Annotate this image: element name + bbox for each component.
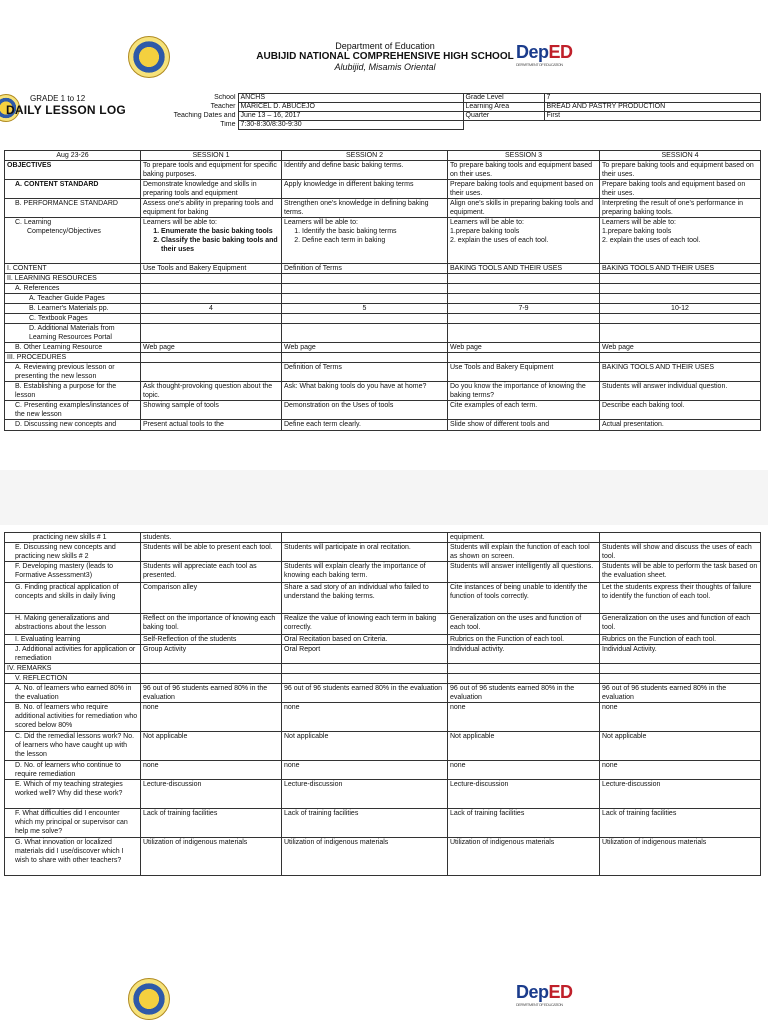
table-row: E. Which of my teaching strategies worked well? Why did these work? Lecture-discussion Lecture-discussion Lecture-discussion Lecture-discussion (5, 780, 761, 809)
daily-lesson-log-title: DAILY LESSON LOG (6, 103, 126, 117)
table-row: D. No. of learners who continue to require remediation none none none none (5, 761, 761, 780)
table-row: B. Other Learning Resource Web page Web page Web page Web page (5, 343, 761, 353)
table-row: A. No. of learners who earned 80% in the evaluation 96 out of 96 students earned 80% in the evaluation 96 out of 96 students earned 80% in the evaluation 96 out of 96 students earned 80% in the evaluation 96 out of 96 students earned 80% in the evaluation (5, 684, 761, 703)
department-name: Department of Education (335, 41, 435, 51)
dates-value: June 13 – 16, 2017 (238, 112, 463, 121)
table-row: OBJECTIVES To prepare tools and equipment for specific baking purposes. Identify and define basic baking terms. To prepare baking tools and equipment based on their uses. To prepare baking tools and equipment based on their uses. (5, 161, 761, 180)
table-row: J. Additional activities for application or remediation Group Activity Oral Report Individual activity. Individual Activity. (5, 645, 761, 664)
time-value: 7:30-8:30/8:30-9:30 (238, 121, 463, 130)
table-row: A. Reviewing previous lesson or presenting the new lesson Definition of Terms Use Tools and Bakery Equipment BAKING TOOLS AND THEIR USES (5, 363, 761, 382)
table-row: I. Evaluating learning Self-Reflection of the students Oral Recitation based on Criteria. Rubrics on the Function of each tool. Rubrics on the Function of each tool. (5, 635, 761, 645)
deped-logo: DepED DEPARTMENT OF EDUCATION (516, 982, 573, 1007)
table-row: B. Establishing a purpose for the lesson Ask thought-provoking question about the topic. Ask: What baking tools do you have at home? Do you know the importance of knowing the baking terms? Students will answer individual question. (5, 382, 761, 401)
session-header-row: Aug 23-26 SESSION 1 SESSION 2 SESSION 3 SESSION 4 (5, 151, 761, 161)
table-row: D. Discussing new concepts and Present actual tools to the Define each term clearly. Slide show of different tools and Actual presentation. (5, 420, 761, 431)
table-row: C. Learning Competency/Objectives Learners will be able to: 1. Enumerate the basic baking tools 2. Classify the basic baking tools and their uses Learners will be able to: 1. Identify the basic baking terms 2. Define each term in baking Learners will be able to: 1.prepare baking tools 2. explain the uses of each tool. Learners will be able to: 1.prepare baking tools 2. explain the uses of each tool. (5, 218, 761, 264)
info-table: School ANCHS Grade Level 7 Teacher MARICEL D. ABUCEJO Learning Area BREAD AND PASTRY PRODUCTION Teaching Dates and June 13 – 16, 2017 Quarter First Time 7:30-8:30/8:30-9:30 (140, 93, 761, 130)
table-row: II. LEARNING RESOURCES (5, 274, 761, 284)
table-row: F. What difficulties did I encounter which my principal or supervisor can help me solve? Lack of training facilities Lack of training facilities Lack of training facilities Lack of training facilities (5, 809, 761, 838)
table-row: F. Developing mastery (leads to Formative Assessment3) Students will appreciate each tool as presented. Students will explain clearly the importance of knowing each baking term. Students will answer intelligently all questions. Students will be able to perform the task based on the evaluation sheet. (5, 562, 761, 583)
page-gap (0, 470, 768, 525)
table-row: E. Discussing new concepts and practicing new skills # 2 Students will be able to present each tool. Students will participate in oral recitation. Students will explain the function of each tool as shown on screen. Students will show and discuss the uses of each tool. (5, 543, 761, 562)
table-row: C. Did the remedial lessons work? No. of learners who have caught up with the lesson Not applicable Not applicable Not applicable Not applicable (5, 732, 761, 761)
table-row: B. Learner's Materials pp. 4 5 7-9 10-12 (5, 304, 761, 314)
table-row: A. References (5, 284, 761, 294)
page-2 (0, 525, 768, 1024)
log-title (6, 94, 126, 117)
table-row: C. Textbook Pages (5, 314, 761, 324)
deped-logo: DepED DEPARTMENT OF EDUCATION (516, 42, 573, 67)
school-name: AUBIJID NATIONAL COMPREHENSIVE HIGH SCHOOL (256, 51, 514, 62)
table-row: B. No. of learners who require additional activities for remediation who scored below 80% none none none none (5, 703, 761, 732)
table-row: IV. REMARKS (5, 664, 761, 674)
learning-area-value: BREAD AND PASTRY PRODUCTION (544, 103, 760, 112)
grade-level-value: 7 (544, 94, 760, 103)
school-seal-icon (128, 978, 170, 1020)
page-1 (0, 0, 768, 470)
lesson-log-table-2 (4, 532, 761, 876)
school-location: Alubijid, Misamis Oriental (334, 62, 436, 72)
table-row: G. What innovation or localized materials did I use/discover which I wish to share with other teachers? Utilization of indigenous materials Utilization of indigenous materials Utilization of indigenous materials Utilization of indigenous materials (5, 838, 761, 876)
table-row: III. PROCEDURES (5, 353, 761, 363)
school-seal-icon (128, 36, 170, 78)
table-row: G. Finding practical application of concepts and skills in daily living Comparison alley Share a sad story of an individual who failed to understand the baking terms. Cite instances of being unable to identify the function of tools correctly. Let the students express their thoughts of failure to identify the function of each tool. (5, 583, 761, 614)
grade-range: GRADE 1 to 12 (30, 94, 86, 103)
table-row: A. Teacher Guide Pages (5, 294, 761, 304)
table-row: V. REFLECTION (5, 674, 761, 684)
table-row: D. Additional Materials from Learning Resources Portal (5, 324, 761, 343)
table-row: A. CONTENT STANDARD Demonstrate knowledge and skills in preparing tools and equipment Apply knowledge in different baking terms Prepare baking tools and equipment based on their uses. Prepare baking tools and equipment based on their uses. (5, 180, 761, 199)
table-row: practicing new skills # 1 students. equipment. (5, 533, 761, 543)
lesson-log-table-1 (4, 150, 761, 431)
school-value: ANCHS (238, 94, 463, 103)
table-row: B. PERFORMANCE STANDARD Assess one's ability in preparing tools and equipment for baking Strengthen one's knowledge in defining baking terms. Align one's skills in preparing baking tools and equipment. Interpreting the result of one's performance in preparing baking tools. (5, 199, 761, 218)
table-row: H. Making generalizations and abstractions about the lesson Reflect on the importance of knowing each baking tool. Realize the value of knowing each term in baking correctly. Generalization on the uses and function of each tool. Generalization on the uses and function of each tool. (5, 614, 761, 635)
table-row: I. CONTENT Use Tools and Bakery Equipment Definition of Terms BAKING TOOLS AND THEIR USES BAKING TOOLS AND THEIR USES (5, 264, 761, 274)
table-row: C. Presenting examples/instances of the new lesson Showing sample of tools Demonstration on the Uses of tools Cite examples of each term. Describe each baking tool. (5, 401, 761, 420)
teacher-value: MARICEL D. ABUCEJO (238, 103, 463, 112)
quarter-value: First (544, 112, 760, 121)
